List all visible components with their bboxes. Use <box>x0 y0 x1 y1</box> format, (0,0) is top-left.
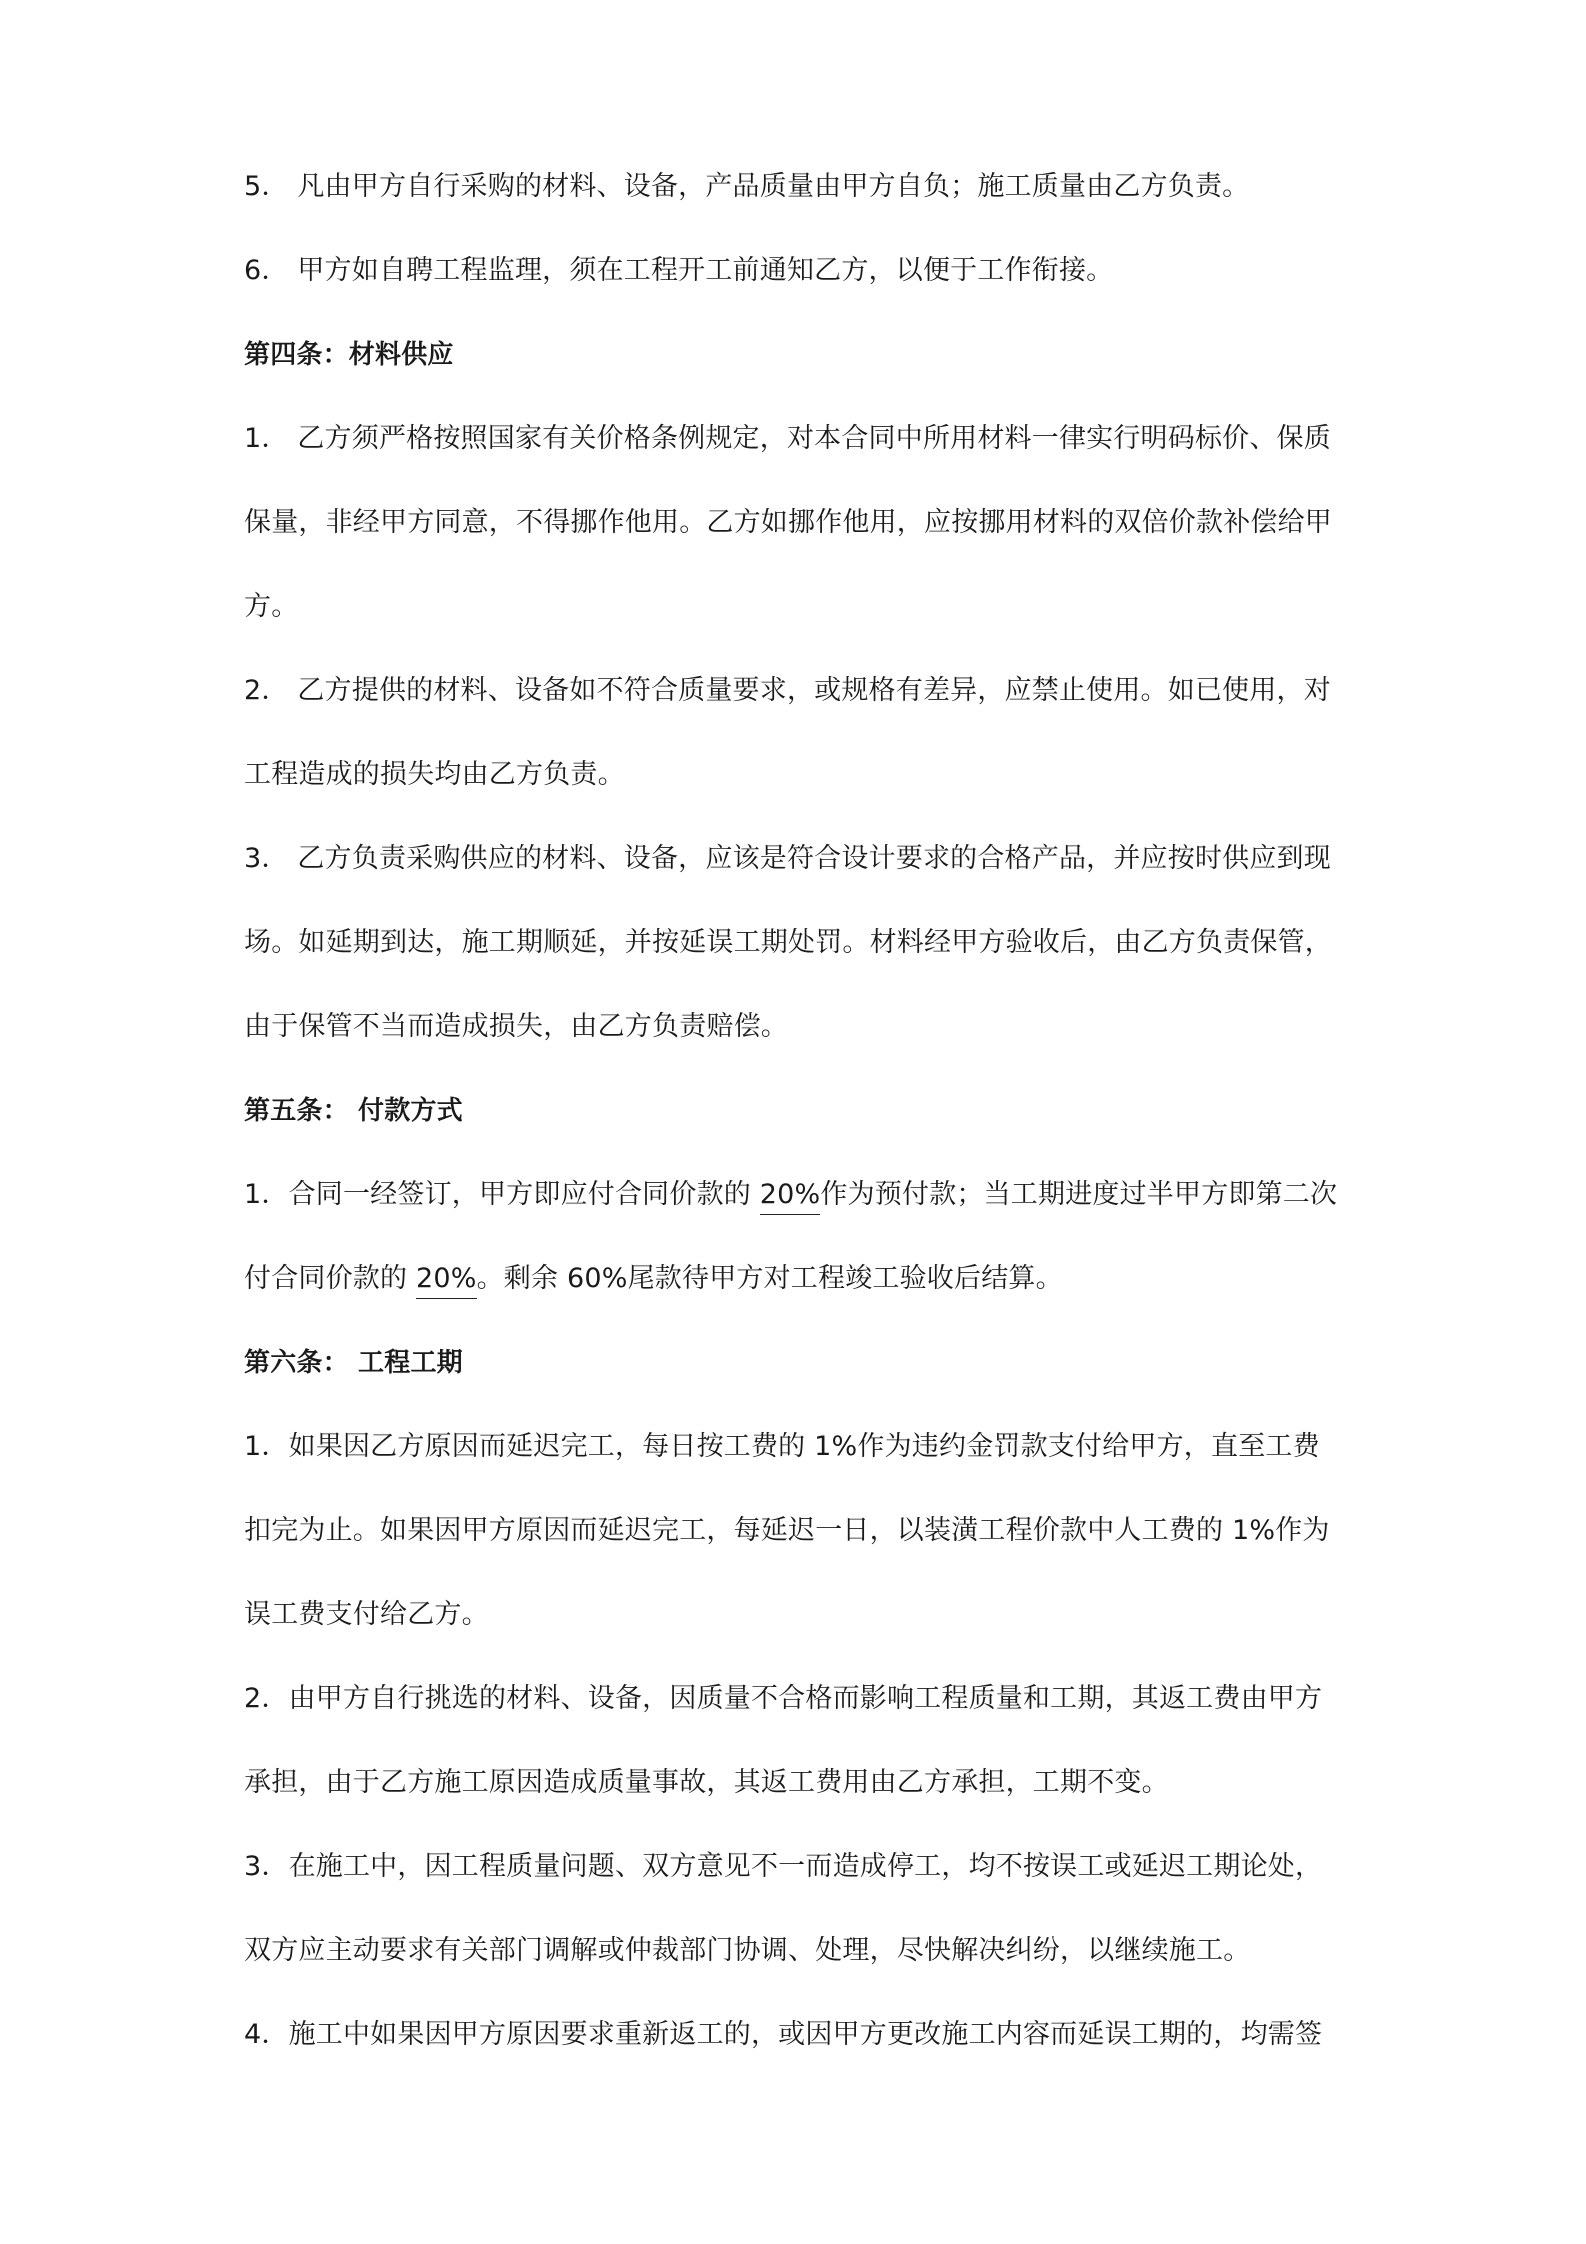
underlined-percentage: 20% <box>416 1264 477 1299</box>
article-6-item-3-line-2: 双方应主动要求有关部门调解或仲裁部门协调、处理，尽快解决纠纷，以继续施工。 <box>244 1935 1251 1966</box>
text-segment: 1．合同一经签订，甲方即应付合同价款的 <box>244 1179 760 1210</box>
article-6-item-3-line-1: 3．在施工中，因工程质量问题、双方意见不一而造成停工，均不按误工或延迟工期论处， <box>244 1851 1323 1882</box>
article-4-heading: 第四条：材料供应 <box>244 340 454 370</box>
article-6-heading: 第六条： 工程工期 <box>244 1348 463 1378</box>
article-6-item-4-line-1: 4．施工中如果因甲方原因要求重新返工的，或因甲方更改施工内容而延误工期的，均需签 <box>244 2019 1323 2050</box>
clause-3-item-6: 6． 甲方如自聘工程监理，须在工程开工前通知乙方，以便于工作衔接。 <box>244 255 1114 286</box>
article-6-item-2-line-2: 承担，由于乙方施工原因造成质量事故，其返工费用由乙方承担，工期不变。 <box>244 1767 1169 1798</box>
article-6-item-1-line-3: 误工费支付给乙方。 <box>244 1599 489 1630</box>
text-segment: 付合同价款的 <box>244 1263 416 1294</box>
underlined-percentage: 20% <box>760 1180 821 1215</box>
article-4-item-1-line-1: 1． 乙方须严格按照国家有关价格条例规定，对本合同中所用材料一律实行明码标价、保质 <box>244 423 1331 454</box>
clause-3-item-5: 5． 凡由甲方自行采购的材料、设备，产品质量由甲方自负；施工质量由乙方负责。 <box>244 171 1250 202</box>
article-4-item-2-line-2: 工程造成的损失均由乙方负责。 <box>244 759 625 790</box>
article-4-item-3-line-3: 由于保管不当而造成损失，由乙方负责赔偿。 <box>244 1011 788 1042</box>
article-6-item-2-line-1: 2．由甲方自行挑选的材料、设备，因质量不合格而影响工程质量和工期，其返工费由甲方 <box>244 1683 1323 1714</box>
article-4-item-3-line-1: 3． 乙方负责采购供应的材料、设备，应该是符合设计要求的合格产品，并应按时供应到现 <box>244 843 1331 874</box>
article-4-item-3-line-2: 场。如延期到达，施工期顺延，并按延误工期处罚。材料经甲方验收后，由乙方负责保管， <box>244 927 1332 958</box>
article-5-heading: 第五条： 付款方式 <box>244 1096 463 1126</box>
article-4-item-1-line-2: 保量，非经甲方同意，不得挪作他用。乙方如挪作他用，应按挪用材料的双倍价款补偿给甲 <box>244 507 1332 538</box>
article-4-item-2-line-1: 2． 乙方提供的材料、设备如不符合质量要求，或规格有差异，应禁止使用。如已使用，对 <box>244 675 1331 706</box>
article-5-item-1-line-1 <box>244 1175 1364 1215</box>
article-4-item-1-line-3: 方。 <box>244 591 299 622</box>
text-segment: 作为预付款；当工期进度过半甲方即第二次 <box>820 1179 1338 1210</box>
article-6-item-1-line-1: 1．如果因乙方原因而延迟完工，每日按工费的 1%作为违约金罚款支付给甲方，直至工费 <box>244 1431 1320 1462</box>
article-6-item-1-line-2: 扣完为止。如果因甲方原因而延迟完工，每延迟一日，以装潢工程价款中人工费的 1%作为 <box>244 1515 1330 1546</box>
text-segment: 。剩余 60%尾款待甲方对工程竣工验收后结算。 <box>476 1263 1063 1294</box>
article-5-item-1-line-2 <box>244 1259 1364 1299</box>
